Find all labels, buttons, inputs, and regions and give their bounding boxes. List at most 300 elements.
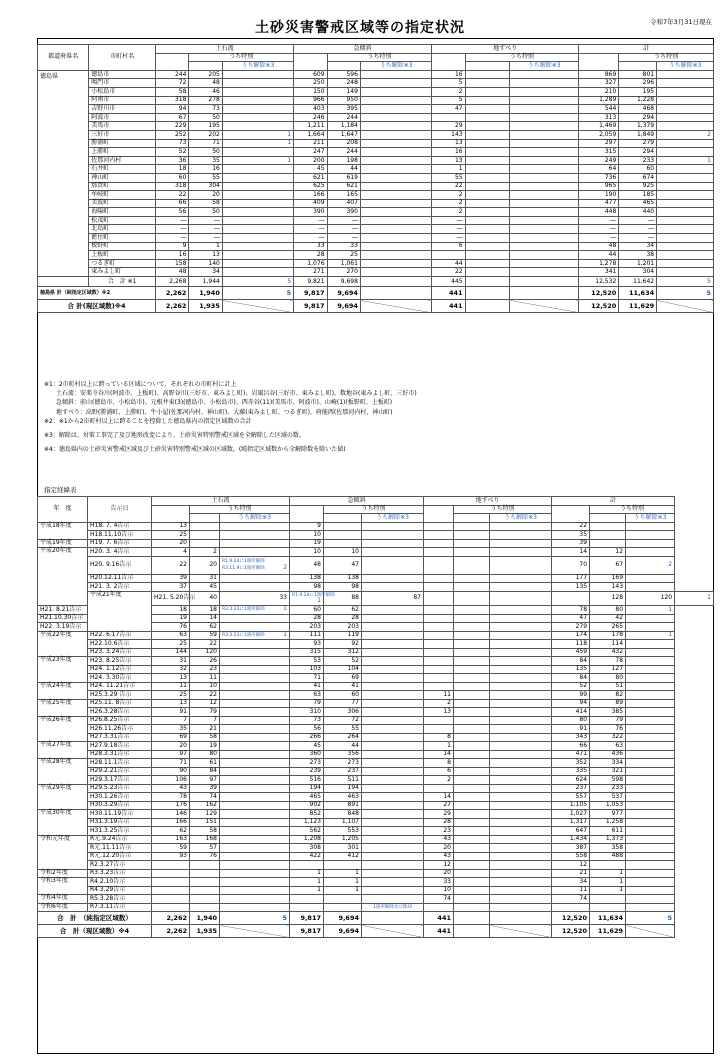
cell: 84 bbox=[552, 657, 590, 666]
cell bbox=[490, 818, 552, 827]
col-special: うち特別 bbox=[590, 505, 675, 514]
cell bbox=[465, 216, 510, 225]
notice-date: H21.10.30告示 bbox=[38, 614, 88, 623]
cell: 208 bbox=[327, 139, 360, 148]
cell: 385 bbox=[590, 708, 626, 717]
cell bbox=[454, 583, 490, 592]
cell bbox=[626, 750, 675, 759]
release-count: 1 bbox=[317, 597, 321, 605]
cell bbox=[362, 606, 424, 615]
cell bbox=[362, 574, 424, 583]
cell: 178 bbox=[590, 631, 626, 640]
cell bbox=[424, 682, 454, 691]
cell: 343 bbox=[552, 733, 590, 742]
cell: 20 bbox=[189, 191, 222, 200]
cell bbox=[360, 70, 431, 79]
cell: 11 bbox=[424, 691, 454, 700]
cell bbox=[324, 903, 362, 912]
cell: 103 bbox=[290, 665, 324, 674]
cell: 88 bbox=[324, 591, 362, 606]
cell: 1 bbox=[290, 869, 324, 878]
cell: 72 bbox=[324, 716, 362, 725]
cell: 440 bbox=[619, 208, 657, 217]
cell bbox=[424, 623, 454, 632]
municipality-name: 佐那河内村 bbox=[89, 156, 156, 165]
history-row bbox=[38, 733, 714, 742]
cell bbox=[510, 234, 579, 243]
cell bbox=[220, 522, 290, 531]
cell bbox=[220, 784, 290, 793]
cell: 44 bbox=[327, 165, 360, 174]
cell bbox=[510, 105, 579, 114]
cell: 621 bbox=[327, 182, 360, 191]
cell: 202 bbox=[189, 130, 222, 139]
cell: 2,262 bbox=[156, 287, 189, 300]
cell bbox=[454, 631, 490, 640]
cell bbox=[626, 682, 675, 691]
cell bbox=[220, 810, 290, 819]
notice-date: H28.11.1告示 bbox=[88, 759, 152, 768]
cell: 150 bbox=[294, 87, 327, 96]
cell bbox=[220, 657, 290, 666]
cell bbox=[362, 614, 424, 623]
cell: 9,698 bbox=[327, 277, 360, 287]
notice-date: H29.2.21告示 bbox=[88, 767, 152, 776]
cell: 79 bbox=[590, 716, 626, 725]
cell bbox=[362, 682, 424, 691]
cell: 22 bbox=[152, 556, 190, 574]
cell bbox=[590, 861, 626, 870]
cell: 13 bbox=[152, 699, 190, 708]
cell: 621 bbox=[294, 173, 327, 182]
cell: 74 bbox=[424, 895, 454, 904]
cell: 13 bbox=[424, 708, 454, 717]
notice-date: H31.3.25告示 bbox=[88, 827, 152, 836]
cell bbox=[626, 725, 675, 734]
col-landslide: 地すべり bbox=[432, 45, 579, 54]
cell: 80 bbox=[590, 674, 626, 683]
history-row bbox=[38, 716, 714, 725]
cell: 1,940 bbox=[190, 912, 220, 925]
cell: 200 bbox=[294, 156, 327, 165]
cell: 2 bbox=[424, 776, 454, 785]
cell bbox=[152, 895, 190, 904]
cell: 20 bbox=[190, 556, 220, 574]
municipality-row bbox=[38, 268, 714, 277]
col-special: うち特別 bbox=[189, 53, 294, 62]
history-row bbox=[38, 539, 714, 548]
cell bbox=[362, 793, 424, 802]
municipality-name: 美馬市 bbox=[89, 122, 156, 131]
cell bbox=[362, 674, 424, 683]
cell bbox=[454, 801, 490, 810]
cell bbox=[657, 251, 714, 260]
cell bbox=[362, 548, 424, 557]
status-table-header bbox=[38, 45, 714, 71]
cell bbox=[454, 750, 490, 759]
cell bbox=[490, 548, 552, 557]
cell: 163 bbox=[152, 835, 190, 844]
cell bbox=[362, 750, 424, 759]
cell bbox=[490, 614, 552, 623]
municipality-name: 吉野川市 bbox=[89, 105, 156, 114]
cell bbox=[490, 674, 552, 683]
cell bbox=[220, 556, 290, 574]
cell bbox=[510, 225, 579, 234]
cell: 93 bbox=[152, 852, 190, 861]
cell: ― bbox=[579, 216, 619, 225]
history-row bbox=[38, 691, 714, 700]
municipality-name: 上板町 bbox=[89, 251, 156, 260]
cell bbox=[454, 759, 490, 768]
notice-date: H18.11.10告示 bbox=[88, 531, 152, 540]
cell: 891 bbox=[324, 801, 362, 810]
municipality-row bbox=[38, 208, 714, 217]
cell: 20 bbox=[152, 539, 190, 548]
cell: 19 bbox=[290, 539, 324, 548]
notice-date: H24. 1.12告示 bbox=[88, 665, 152, 674]
cell bbox=[465, 242, 510, 251]
cell bbox=[490, 648, 552, 657]
cell bbox=[490, 750, 552, 759]
cell: 2 bbox=[626, 556, 675, 574]
cell: 138 bbox=[324, 574, 362, 583]
cell: 69 bbox=[324, 674, 362, 683]
cell: 34 bbox=[552, 878, 590, 887]
cell: 356 bbox=[324, 750, 362, 759]
cell bbox=[220, 623, 290, 632]
col-release: うち解除※3 bbox=[510, 62, 579, 71]
municipality-row bbox=[38, 139, 714, 148]
cell bbox=[626, 657, 675, 666]
cell bbox=[454, 614, 490, 623]
cell bbox=[465, 87, 510, 96]
cell bbox=[360, 199, 431, 208]
cell: 557 bbox=[552, 793, 590, 802]
cell bbox=[362, 556, 424, 574]
cell bbox=[465, 268, 510, 277]
cell bbox=[510, 130, 579, 139]
cell bbox=[657, 208, 714, 217]
cell bbox=[657, 87, 714, 96]
cell bbox=[454, 810, 490, 819]
cell: ― bbox=[327, 225, 360, 234]
cell: 28 bbox=[324, 614, 362, 623]
cell bbox=[510, 251, 579, 260]
cell bbox=[490, 784, 552, 793]
cell bbox=[465, 148, 510, 157]
cell bbox=[220, 844, 290, 853]
cell: 950 bbox=[327, 96, 360, 105]
cell: 203 bbox=[324, 623, 362, 632]
cell: 1,373 bbox=[590, 835, 626, 844]
cell: 36 bbox=[156, 156, 189, 165]
cell bbox=[490, 708, 552, 717]
cell: ― bbox=[579, 225, 619, 234]
cell: 335 bbox=[552, 767, 590, 776]
cell: 5 bbox=[432, 96, 465, 105]
cell bbox=[626, 522, 675, 531]
cell: 203 bbox=[290, 623, 324, 632]
cell bbox=[220, 606, 290, 615]
cell: 848 bbox=[324, 810, 362, 819]
cell bbox=[626, 878, 675, 887]
cell bbox=[362, 522, 424, 531]
fiscal-year: 平成21年度 bbox=[88, 591, 152, 631]
cell bbox=[626, 852, 675, 861]
cell: 9,821 bbox=[294, 277, 327, 287]
cell: 63 bbox=[590, 742, 626, 751]
page-title: 土砂災害警戒区域等の指定状況 bbox=[255, 20, 465, 36]
cell: 387 bbox=[552, 844, 590, 853]
cell: 16 bbox=[432, 148, 465, 157]
cell: 74 bbox=[552, 895, 590, 904]
municipality-row bbox=[38, 105, 714, 114]
cell: 562 bbox=[290, 827, 324, 836]
cell: 321 bbox=[590, 767, 626, 776]
col-release: うち解除※3 bbox=[220, 514, 290, 523]
cell: 14 bbox=[552, 548, 590, 557]
cell bbox=[220, 631, 290, 640]
notice-date: H23. 3.24告示 bbox=[88, 648, 152, 657]
cell: 78 bbox=[590, 657, 626, 666]
cell: 1,258 bbox=[590, 818, 626, 827]
cell: 403 bbox=[294, 105, 327, 114]
cell: 1,935 bbox=[189, 300, 222, 313]
cell bbox=[324, 531, 362, 540]
cell: 70 bbox=[552, 556, 590, 574]
cell: 34 bbox=[189, 268, 222, 277]
cell: 266 bbox=[290, 733, 324, 742]
municipality-row bbox=[38, 199, 714, 208]
cell bbox=[465, 156, 510, 165]
cell: 59 bbox=[190, 631, 220, 640]
cell bbox=[454, 895, 490, 904]
cell: 60 bbox=[324, 691, 362, 700]
cell bbox=[454, 733, 490, 742]
cell: 20 bbox=[424, 844, 454, 853]
cell bbox=[220, 614, 290, 623]
cell: 56 bbox=[156, 208, 189, 217]
cell bbox=[490, 657, 552, 666]
cell: 1 bbox=[590, 869, 626, 878]
cell bbox=[590, 895, 626, 904]
history-row bbox=[38, 895, 714, 904]
municipality-name: 那賀町 bbox=[89, 182, 156, 191]
cell bbox=[222, 148, 293, 157]
notice-date: H25.11. 8告示 bbox=[88, 699, 152, 708]
cell bbox=[424, 784, 454, 793]
cell: 271 bbox=[294, 268, 327, 277]
cell bbox=[626, 583, 675, 592]
cell: 151 bbox=[190, 818, 220, 827]
municipality-name: 石井町 bbox=[89, 165, 156, 174]
cell bbox=[454, 878, 490, 887]
col-municipality: 市町村名 bbox=[89, 45, 156, 71]
cell: 205 bbox=[189, 70, 222, 79]
cell bbox=[510, 216, 579, 225]
municipality-row bbox=[38, 165, 714, 174]
cell: 45 bbox=[290, 742, 324, 751]
cell: 248 bbox=[327, 79, 360, 88]
fiscal-year: 平成26年度 bbox=[38, 716, 88, 742]
cell bbox=[360, 234, 431, 243]
cell: 310 bbox=[290, 708, 324, 717]
cell bbox=[552, 903, 590, 912]
cell bbox=[510, 199, 579, 208]
cell bbox=[362, 810, 424, 819]
cell: 144 bbox=[152, 648, 190, 657]
cell bbox=[360, 173, 431, 182]
cell: 2 bbox=[424, 699, 454, 708]
cell bbox=[432, 113, 465, 122]
cell: 18 bbox=[190, 606, 220, 615]
history-row bbox=[38, 742, 714, 751]
cell bbox=[290, 895, 324, 904]
cell: 16 bbox=[432, 70, 465, 79]
col-notice: 告示日 bbox=[88, 497, 152, 523]
cell: 104 bbox=[324, 665, 362, 674]
cell bbox=[510, 277, 579, 287]
cell: 5 bbox=[657, 277, 714, 287]
cell: 10 bbox=[290, 548, 324, 557]
history-row bbox=[38, 835, 714, 844]
cell bbox=[490, 699, 552, 708]
cell: 13 bbox=[152, 674, 190, 683]
cell: 71 bbox=[152, 759, 190, 768]
cell bbox=[454, 818, 490, 827]
cell: 38 bbox=[619, 251, 657, 260]
cell bbox=[657, 173, 714, 182]
cell bbox=[152, 903, 190, 912]
cell bbox=[490, 691, 552, 700]
notice-date: R4.2.10告示 bbox=[88, 878, 152, 887]
cell: 44 bbox=[432, 259, 465, 268]
cell: 1,076 bbox=[294, 259, 327, 268]
cell: 33 bbox=[220, 591, 290, 606]
cell bbox=[362, 827, 424, 836]
cell: 5 bbox=[222, 277, 293, 287]
cell bbox=[454, 539, 490, 548]
municipality-name: 鳴門市 bbox=[89, 79, 156, 88]
cell bbox=[362, 631, 424, 640]
cell: 1,849 bbox=[619, 130, 657, 139]
cell bbox=[454, 591, 490, 606]
cell: 37 bbox=[152, 583, 190, 592]
cell bbox=[454, 657, 490, 666]
cell: 511 bbox=[324, 776, 362, 785]
cell: 2,059 bbox=[579, 130, 619, 139]
cell bbox=[626, 810, 675, 819]
cell: 7 bbox=[190, 716, 220, 725]
cell bbox=[362, 539, 424, 548]
cell: 5 bbox=[657, 287, 714, 300]
cell: 140 bbox=[189, 259, 222, 268]
cell bbox=[220, 539, 290, 548]
cell bbox=[490, 801, 552, 810]
cell bbox=[657, 199, 714, 208]
municipality-name: 神山町 bbox=[89, 173, 156, 182]
cell: 55 bbox=[432, 173, 465, 182]
cell: 390 bbox=[327, 208, 360, 217]
cell bbox=[362, 852, 424, 861]
cell bbox=[510, 191, 579, 200]
cell bbox=[626, 895, 675, 904]
col-release: うち解除※3 bbox=[626, 514, 675, 523]
cell bbox=[657, 191, 714, 200]
cell bbox=[220, 827, 290, 836]
history-row bbox=[38, 556, 714, 574]
cell: 33 bbox=[294, 242, 327, 251]
cell: 27 bbox=[424, 801, 454, 810]
cell: 270 bbox=[327, 268, 360, 277]
cell: 233 bbox=[619, 156, 657, 165]
cell bbox=[510, 173, 579, 182]
cell: 94 bbox=[156, 105, 189, 114]
cell bbox=[362, 784, 424, 793]
cell bbox=[220, 793, 290, 802]
cell: 1,107 bbox=[324, 818, 362, 827]
notice-date: H27.9.18告示 bbox=[88, 742, 152, 751]
cell: 611 bbox=[590, 827, 626, 836]
cell: 249 bbox=[579, 156, 619, 165]
cell bbox=[424, 903, 454, 912]
cell: 11,634 bbox=[590, 912, 626, 925]
cell: 44 bbox=[579, 251, 619, 260]
cell bbox=[220, 674, 290, 683]
municipality-name: 美波町 bbox=[89, 199, 156, 208]
municipality-row bbox=[38, 234, 714, 243]
cell bbox=[490, 827, 552, 836]
cell: 12 bbox=[552, 861, 590, 870]
cell: 33 bbox=[424, 878, 454, 887]
cell bbox=[490, 861, 552, 870]
cell: 965 bbox=[579, 182, 619, 191]
cell bbox=[220, 665, 290, 674]
cell: ― bbox=[189, 216, 222, 225]
cell: 211 bbox=[294, 139, 327, 148]
cell bbox=[454, 556, 490, 574]
cell: 55 bbox=[324, 725, 362, 734]
cell: 1 bbox=[290, 878, 324, 887]
cell bbox=[490, 716, 552, 725]
cell bbox=[360, 96, 431, 105]
cell: 1,208 bbox=[290, 835, 324, 844]
cell: 22 bbox=[156, 191, 189, 200]
notice-date: H23. 8.25告示 bbox=[88, 657, 152, 666]
cell: 441 bbox=[432, 287, 465, 300]
cell bbox=[657, 148, 714, 157]
cell: ― bbox=[156, 225, 189, 234]
cell: 296 bbox=[619, 79, 657, 88]
cell bbox=[362, 657, 424, 666]
municipality-row bbox=[38, 182, 714, 191]
notice-date: H31.3.19告示 bbox=[88, 818, 152, 827]
notice-date: H24. 11.21告示 bbox=[88, 682, 152, 691]
cell: 14 bbox=[190, 614, 220, 623]
cell bbox=[465, 208, 510, 217]
history-row bbox=[38, 640, 714, 649]
cell bbox=[454, 793, 490, 802]
cell bbox=[360, 165, 431, 174]
cell: 47 bbox=[552, 614, 590, 623]
cell: 176 bbox=[152, 801, 190, 810]
cell: 42 bbox=[590, 614, 626, 623]
hist-total-label-1: 合 計 （純指定区域数） bbox=[38, 912, 152, 925]
col-total: 計 bbox=[579, 45, 714, 54]
cell: 166 bbox=[152, 818, 190, 827]
cell bbox=[626, 801, 675, 810]
